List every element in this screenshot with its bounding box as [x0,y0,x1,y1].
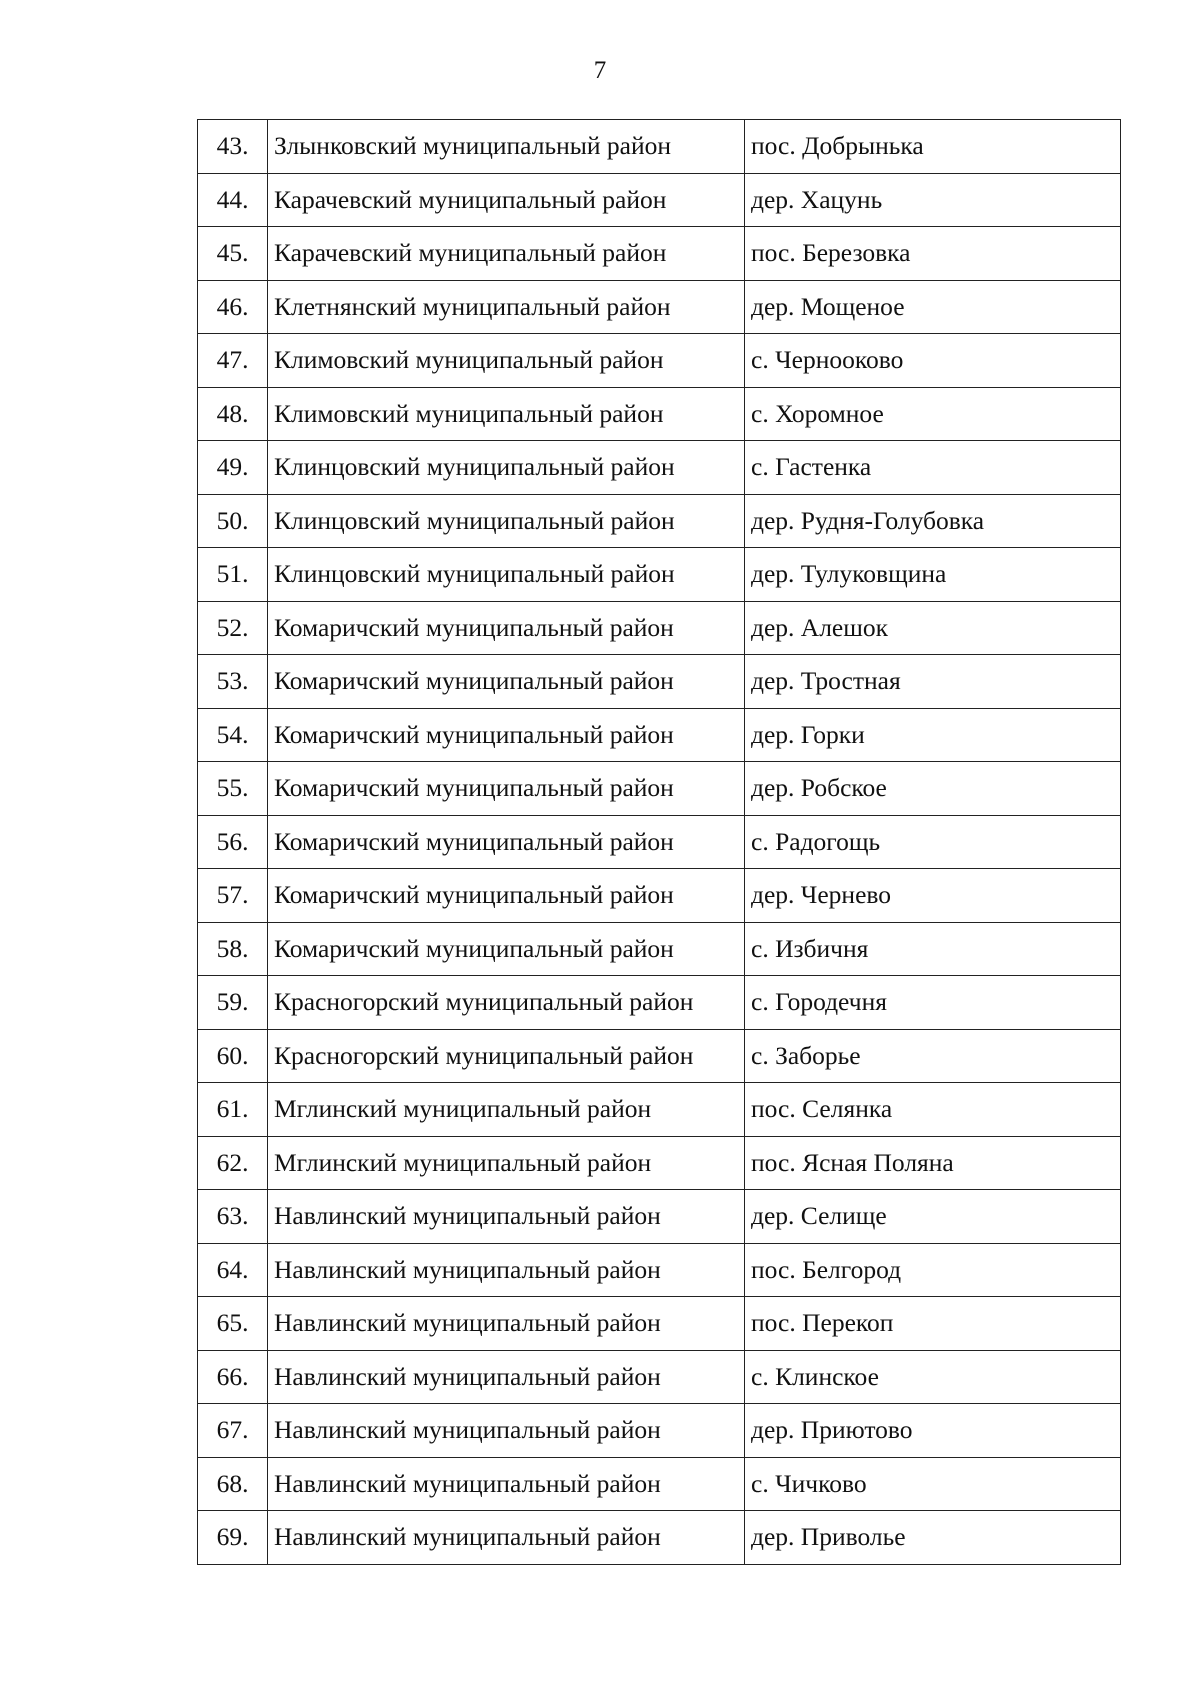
row-number: 64. [198,1243,268,1297]
settlement-cell: с. Избичня [745,922,1121,976]
settlement-cell: с. Гастенка [745,441,1121,495]
district-cell: Комаричский муниципальный район [268,601,745,655]
district-cell: Комаричский муниципальный район [268,815,745,869]
district-cell: Навлинский муниципальный район [268,1511,745,1565]
table-row [198,120,1121,174]
district-cell: Климовский муниципальный район [268,334,745,388]
table-row [198,548,1121,602]
settlement-cell: дер. Тулуковщина [745,548,1121,602]
settlement-cell: дер. Чернево [745,869,1121,923]
row-number: 46. [198,280,268,334]
row-number: 51. [198,548,268,602]
settlement-cell: с. Городечня [745,976,1121,1030]
district-cell: Комаричский муниципальный район [268,922,745,976]
settlement-cell: дер. Тростная [745,655,1121,709]
district-cell: Клинцовский муниципальный район [268,441,745,495]
district-cell: Навлинский муниципальный район [268,1457,745,1511]
settlements-table [197,119,1121,1565]
settlement-cell: пос. Селянка [745,1083,1121,1137]
settlement-cell: с. Чичково [745,1457,1121,1511]
row-number: 65. [198,1297,268,1351]
settlement-cell: дер. Рудня-Голубовка [745,494,1121,548]
district-cell: Навлинский муниципальный район [268,1243,745,1297]
table-row [198,334,1121,388]
table-row [198,1350,1121,1404]
settlement-cell: с. Радогощь [745,815,1121,869]
row-number: 53. [198,655,268,709]
district-cell: Карачевский муниципальный район [268,173,745,227]
page-number: 7 [593,57,607,84]
table-body [198,120,1121,1565]
table-row [198,869,1121,923]
district-cell: Злынковский муниципальный район [268,120,745,174]
settlement-cell: с. Клинское [745,1350,1121,1404]
table-row [198,387,1121,441]
table-row [198,1083,1121,1137]
table-row [198,708,1121,762]
settlement-cell: пос. Добрынька [745,120,1121,174]
row-number: 50. [198,494,268,548]
table-row [198,976,1121,1030]
district-cell: Комаричский муниципальный район [268,655,745,709]
table-row [198,1457,1121,1511]
table-row [198,280,1121,334]
district-cell: Комаричский муниципальный район [268,762,745,816]
settlement-cell: дер. Мощеное [745,280,1121,334]
table-row [198,1190,1121,1244]
district-cell: Клетнянский муниципальный район [268,280,745,334]
district-cell: Навлинский муниципальный район [268,1190,745,1244]
settlement-cell: с. Заборье [745,1029,1121,1083]
settlement-cell: пос. Белгород [745,1243,1121,1297]
row-number: 56. [198,815,268,869]
row-number: 47. [198,334,268,388]
table-row [198,1029,1121,1083]
table-row [198,815,1121,869]
settlement-cell: с. Хоромное [745,387,1121,441]
row-number: 60. [198,1029,268,1083]
table-row [198,441,1121,495]
settlement-cell: дер. Алешок [745,601,1121,655]
table-row [198,173,1121,227]
row-number: 68. [198,1457,268,1511]
table-row [198,762,1121,816]
row-number: 55. [198,762,268,816]
settlement-cell: дер. Горки [745,708,1121,762]
district-cell: Красногорский муниципальный район [268,1029,745,1083]
district-cell: Комаричский муниципальный район [268,708,745,762]
row-number: 66. [198,1350,268,1404]
row-number: 48. [198,387,268,441]
district-cell: Карачевский муниципальный район [268,227,745,281]
district-cell: Комаричский муниципальный район [268,869,745,923]
row-number: 45. [198,227,268,281]
row-number: 62. [198,1136,268,1190]
table-row [198,1243,1121,1297]
row-number: 59. [198,976,268,1030]
district-cell: Навлинский муниципальный район [268,1350,745,1404]
table-row [198,227,1121,281]
settlement-cell: дер. Приютово [745,1404,1121,1458]
district-cell: Мглинский муниципальный район [268,1136,745,1190]
row-number: 52. [198,601,268,655]
district-cell: Мглинский муниципальный район [268,1083,745,1137]
row-number: 58. [198,922,268,976]
table-row [198,1297,1121,1351]
row-number: 43. [198,120,268,174]
table-row [198,1511,1121,1565]
row-number: 69. [198,1511,268,1565]
settlement-cell: дер. Приволье [745,1511,1121,1565]
district-cell: Климовский муниципальный район [268,387,745,441]
settlement-cell: дер. Хацунь [745,173,1121,227]
table-row [198,494,1121,548]
table-row [198,1136,1121,1190]
settlement-cell: пос. Ясная Поляна [745,1136,1121,1190]
row-number: 67. [198,1404,268,1458]
district-cell: Навлинский муниципальный район [268,1297,745,1351]
row-number: 61. [198,1083,268,1137]
district-cell: Клинцовский муниципальный район [268,494,745,548]
settlement-cell: дер. Робское [745,762,1121,816]
settlement-cell: пос. Перекоп [745,1297,1121,1351]
district-cell: Навлинский муниципальный район [268,1404,745,1458]
settlement-cell: с. Чернооково [745,334,1121,388]
settlement-cell: дер. Селище [745,1190,1121,1244]
district-cell: Красногорский муниципальный район [268,976,745,1030]
row-number: 44. [198,173,268,227]
settlement-cell: пос. Березовка [745,227,1121,281]
table-row [198,655,1121,709]
row-number: 54. [198,708,268,762]
table-row [198,601,1121,655]
row-number: 57. [198,869,268,923]
row-number: 49. [198,441,268,495]
district-cell: Клинцовский муниципальный район [268,548,745,602]
table-row [198,922,1121,976]
table-row [198,1404,1121,1458]
row-number: 63. [198,1190,268,1244]
